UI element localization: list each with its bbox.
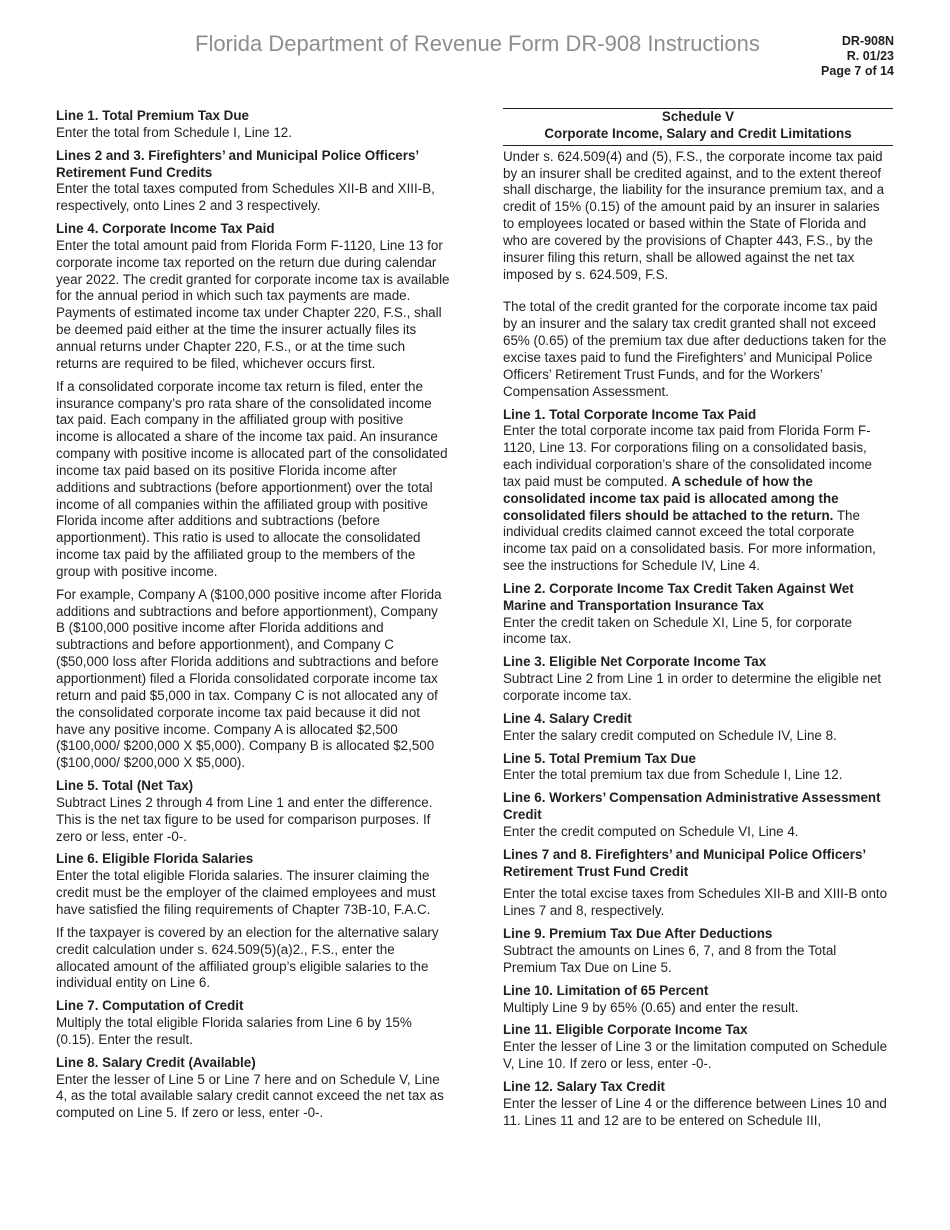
line4-paragraph-3: For example, Company A ($100,000 positive income after Florida additions and subtractions and before apportionment), Company B ($100,000 positive income after Florida additions and subtractions and before apportionment), and Company C ($50,000 loss after Florida additions and subtractions and before apportionment) filed a Florida consolidated corporate income tax return and paid $5,000 in tax. Company C is not allocated any of the consolidated corporate income tax paid because it did not have any positive income. Company A is allocated $2,500 ($100,000/ $200,000 X $5,000). Company B is allocated $2,500 ($100,000/ $200,000 X $5,000). [56, 586, 442, 771]
schedule-title: Schedule V [661, 109, 735, 124]
line6-section [56, 851, 450, 992]
sv-line2-heading: Line 2. Corporate Income Tax Credit Taken Against Wet Marine and Transportation Insurance Tax [503, 580, 854, 613]
lines-2-3-heading: Lines 2 and 3. Firefighters’ and Municipal Police Officers’ Retirement Fund Credits [56, 147, 419, 180]
sv-line12-section [503, 1079, 893, 1130]
sv-line3-text: Subtract Line 2 from Line 1 in order to determine the eligible net corporate income tax. [503, 671, 882, 703]
form-number: DR-908N [841, 34, 894, 48]
lines-2-3-section [56, 148, 450, 215]
sv-line12-text: Enter the lesser of Line 4 or the difference between Lines 10 and 11. Lines 11 and 12 are to be entered on Schedule III, [503, 1095, 887, 1128]
sv-line1-section [503, 407, 893, 575]
page-number: Page 7 of 14 [821, 64, 894, 78]
sv-line2-section [503, 581, 893, 648]
line7-heading: Line 7. Computation of Credit [56, 998, 244, 1014]
line6-paragraph-1: Enter the total eligible Florida salaries. The insurer claiming the credit must be the employer of the claimed employees and must have satisfied the filing requirements of Chapter 73B-10, F.A.C. [56, 868, 436, 917]
line4-heading: Line 4. Corporate Income Tax Paid [56, 221, 275, 237]
sv-line2-text: Enter the credit taken on Schedule XI, Line 5, for corporate income tax. [503, 614, 853, 647]
sv-line1-text [503, 423, 893, 575]
intro-paragraph-2: The total of the credit granted for the corporate income tax paid by an insurer and the salary tax credit granted shall not exceed 65% (0.65) of the premium tax due after deductions taken for the excise taxes paid to fund the Firefighters’ and Municipal Police Officers’ Retirement Trust Funds, and for the Workers’ Compensation Assessment. [503, 299, 887, 399]
sv-line11-section [503, 1022, 893, 1073]
line4-paragraph-2: If a consolidated corporate income tax return is filed, enter the insurance company’s pro rata share of the consolidated income tax paid. Each company in the affiliated group with positive income is allocated a share of the income tax paid. An insurance company with positive income is allocated part of the consolidated income tax paid based on its positive Florida income after additions and subtractions (before apportionment) over the total income of all companies within the affiliated group with positive Florida income after additions and subtractions (before apportionment). This ratio is used to allocate the consolidated income tax paid by the affiliated group to the members of the group with positive income. [56, 378, 448, 579]
sv-line6-heading: Line 6. Workers’ Compensation Administrative Assessment Credit [503, 790, 881, 823]
sv-line1-heading: Line 1. Total Corporate Income Tax Paid [503, 406, 757, 422]
sv-line4-section [503, 711, 893, 745]
line1-section [56, 108, 450, 142]
sv-line5-section [503, 751, 893, 785]
line1-heading: Line 1. Total Premium Tax Due [56, 108, 249, 123]
page-title: Florida Department of Revenue Form DR-908 Instructions [195, 31, 760, 56]
line5-text: Subtract Lines 2 through 4 from Line 1 and enter the difference. This is the net tax figure to be used for comparison purposes. If zero or less, enter -0-. [56, 794, 433, 844]
line8-section [56, 1055, 450, 1122]
line8-heading: Line 8. Salary Credit (Available) [56, 1054, 256, 1070]
sv-line1-text-b: The individual credits claimed cannot exceed the total corporate income tax paid on a consolidated basis. For more information, see the instructions for Schedule IV, Line 4. [503, 507, 876, 574]
line5-section [56, 778, 450, 845]
sv-line3-heading: Line 3. Eligible Net Corporate Income Tax [503, 654, 767, 670]
form-revision: R. 01/23 [846, 49, 894, 63]
schedule-intro [503, 149, 893, 401]
intro-paragraph-1: Under s. 624.509(4) and (5), F.S., the corporate income tax paid by an insurer shall be credited against, and to the extent thereof shall discharge, the liability for the insurance premium tax, and a credit of 15% (0.15) of the amount paid by an insurer in salaries to employees located or based within the State of Florida and who are covered by the provisions of Chapter 443, F.S., by the insurer filing this return, shall be allowed against the net tax imposed by s. 624.509, F.S. [503, 148, 885, 282]
schedule-header [503, 108, 893, 146]
line8-text: Enter the lesser of Line 5 or Line 7 here and on Schedule V, Line 4, as the total available salary credit cannot exceed the net tax as computed on Line 5. If zero or less, enter -0-. [56, 1071, 444, 1121]
left-column [56, 108, 450, 1128]
sv-line9-heading: Line 9. Premium Tax Due After Deductions [503, 926, 773, 942]
line7-text: Multiply the total eligible Florida salaries from Line 6 by 15% (0.15). Enter the result. [56, 1015, 412, 1047]
line6-paragraph-2: If the taxpayer is covered by an election for the alternative salary credit calculation under s. 624.509(5)(a)2., F.S., enter the allocated amount of the affiliated group’s eligible salaries to the individual entity on Line 6. [56, 924, 439, 991]
sv-line5-text: Enter the total premium tax due from Schedule I, Line 12. [503, 767, 843, 783]
sv-line4-heading: Line 4. Salary Credit [503, 710, 632, 726]
sv-line9-text: Subtract the amounts on Lines 6, 7, and 8 from the Total Premium Tax Due on Line 5. [503, 942, 837, 975]
right-column [503, 108, 893, 1135]
sv-line10-section [503, 983, 893, 1017]
sv-line1-text-bold: A schedule of how the consolidated income tax paid is allocated among the consolidated filers should be attached to the return. [503, 473, 839, 523]
sv-line10-text: Multiply Line 9 by 65% (0.65) and enter the result. [503, 999, 799, 1015]
sv-line5-heading: Line 5. Total Premium Tax Due [503, 750, 696, 766]
sv-lines-7-8-section [503, 847, 893, 920]
sv-lines-7-8-heading: Lines 7 and 8. Firefighters’ and Municipal Police Officers’ Retirement Trust Fund Credit [503, 846, 866, 879]
line6-heading: Line 6. Eligible Florida Salaries [56, 851, 254, 867]
sv-line12-heading: Line 12. Salary Tax Credit [503, 1078, 665, 1094]
sv-lines-7-8-text: Enter the total excise taxes from Schedules XII-B and XIII-B onto Lines 7 and 8, respectively. [503, 886, 888, 919]
sv-line4-text: Enter the salary credit computed on Schedule IV, Line 8. [503, 727, 837, 743]
sv-line3-section [503, 654, 893, 705]
form-identifier [821, 34, 894, 79]
line5-heading: Line 5. Total (Net Tax) [56, 778, 194, 794]
sv-line1-text-a: Enter the total corporate income tax paid from Florida Form F-1120, Line 13. For corporations filing on a consolidated basis, each individual corporation’s share of the consolidated income tax paid must be computed. [503, 423, 872, 489]
sv-line6-text: Enter the credit computed on Schedule VI, Line 4. [503, 823, 799, 839]
line4-section [56, 221, 450, 772]
sv-line10-heading: Line 10. Limitation of 65 Percent [503, 982, 709, 998]
schedule-subtitle: Corporate Income, Salary and Credit Limitations [544, 125, 852, 141]
line4-paragraph-1: Enter the total amount paid from Florida Form F-1120, Line 13 for corporate income tax reported on the return due during calendar year 2022. The credit granted for corporate income tax is available for the annual period in which such tax payments are made. Payments of estimated income tax under Chapter 220, F.S., shall be deemed paid either at the time the insurer actually files its annual returns under Chapter 220, F.S., or at the time such returns are required to be filed, whichever occurs first. [56, 237, 450, 371]
line1-text: Enter the total from Schedule I, Line 12. [56, 124, 292, 140]
sv-line11-heading: Line 11. Eligible Corporate Income Tax [503, 1022, 748, 1038]
sv-line6-section [503, 790, 893, 841]
line7-section [56, 998, 450, 1049]
sv-line9-section [503, 926, 893, 977]
lines-2-3-text: Enter the total taxes computed from Schedules XII-B and XIII-B, respectively, onto Lines 2 and 3 respectively. [56, 181, 435, 214]
sv-line11-text: Enter the lesser of Line 3 or the limitation computed on Schedule V, Line 10. If zero or less, enter -0-. [503, 1039, 888, 1072]
